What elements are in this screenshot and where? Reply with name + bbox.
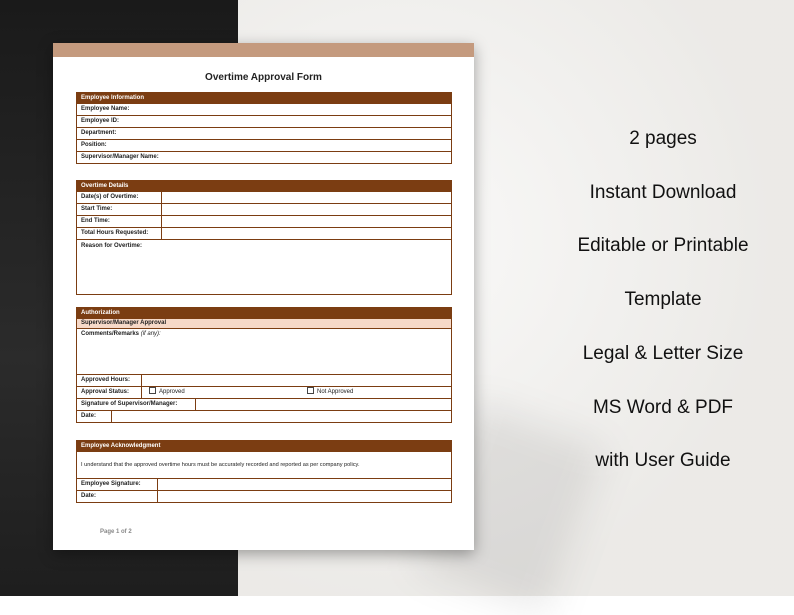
not-approved-checkbox[interactable]: Not Approved bbox=[307, 387, 353, 398]
section-header: Employee Information bbox=[77, 93, 451, 104]
checkbox-icon bbox=[149, 387, 156, 394]
section-header: Overtime Details bbox=[77, 181, 451, 192]
feature-pages: 2 pages bbox=[629, 128, 697, 149]
field-comments[interactable]: Comments/Remarks (if any): bbox=[77, 329, 451, 375]
authorization-section bbox=[76, 307, 452, 423]
checkbox-icon bbox=[307, 387, 314, 394]
field-employee-id[interactable]: Employee ID: bbox=[77, 116, 451, 128]
field-employee-signature[interactable]: Employee Signature: bbox=[77, 479, 451, 491]
feature-size: Legal & Letter Size bbox=[582, 343, 744, 364]
field-end-time[interactable]: End Time: bbox=[77, 216, 451, 228]
field-department[interactable]: Department: bbox=[77, 128, 451, 140]
field-employee-name[interactable]: Employee Name: bbox=[77, 104, 451, 116]
field-supervisor-name[interactable]: Supervisor/Manager Name: bbox=[81, 154, 159, 160]
employee-info-section bbox=[76, 92, 452, 164]
feature-template: Template bbox=[624, 289, 702, 310]
section-header: Authorization bbox=[77, 308, 451, 319]
field-total-hours[interactable]: Total Hours Requested: bbox=[77, 228, 451, 240]
document-top-band bbox=[53, 43, 474, 57]
acknowledgment-section bbox=[76, 440, 452, 503]
field-supervisor-signature[interactable]: Signature of Supervisor/Manager: bbox=[77, 399, 451, 411]
form-document bbox=[53, 43, 474, 550]
section-header: Employee Acknowledgment bbox=[77, 441, 451, 452]
feature-formats: MS Word & PDF bbox=[592, 397, 734, 418]
form-title: Overtime Approval Form bbox=[205, 72, 322, 83]
approval-subheader: Supervisor/Manager Approval bbox=[77, 319, 451, 329]
acknowledgment-text: I understand that the approved overtime hours must be accurately recorded and reported as per company policy. bbox=[77, 452, 451, 479]
feature-download: Instant Download bbox=[589, 182, 737, 203]
field-overtime-dates[interactable]: Date(s) of Overtime: bbox=[77, 192, 451, 204]
overtime-details-section bbox=[76, 180, 452, 295]
field-auth-date[interactable]: Date: bbox=[77, 411, 451, 422]
feature-guide: with User Guide bbox=[595, 450, 731, 471]
field-start-time[interactable]: Start Time: bbox=[77, 204, 451, 216]
field-position[interactable]: Position: bbox=[77, 140, 451, 152]
field-reason[interactable]: Reason for Overtime: bbox=[81, 243, 143, 249]
field-approval-status: Approval Status: Approved Not Approved bbox=[77, 387, 451, 399]
field-approved-hours[interactable]: Approved Hours: bbox=[77, 375, 451, 387]
field-ack-date[interactable]: Date: bbox=[77, 491, 451, 502]
feature-editable: Editable or Printable bbox=[577, 235, 749, 256]
approved-checkbox[interactable]: Approved bbox=[149, 387, 185, 398]
page-number: Page 1 of 2 bbox=[100, 529, 132, 535]
